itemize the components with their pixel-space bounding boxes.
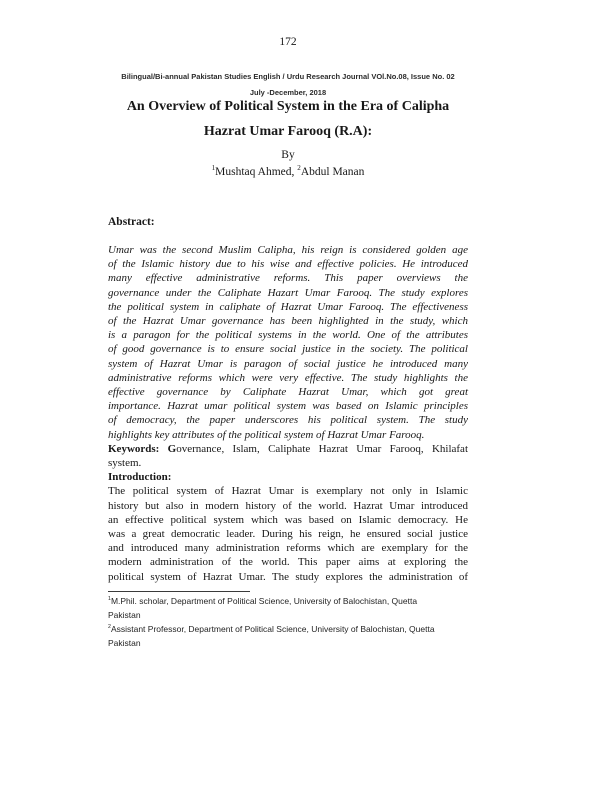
journal-date-line: July -December, 2018 bbox=[249, 88, 327, 97]
abstract-line: highlights key attributes of the political system of Hazrat Umar Farooq. bbox=[108, 428, 425, 441]
abstract-line: many effective administrative reforms. This paper overviews the bbox=[108, 272, 468, 285]
introduction-line: an effective political system which was based on Islamic democracy. He bbox=[108, 513, 468, 526]
byline-by: By bbox=[281, 149, 295, 161]
author2-superscript: 2 bbox=[297, 164, 301, 173]
authors-line bbox=[108, 166, 468, 178]
footnote2-marker: 2 bbox=[108, 623, 111, 630]
author1-superscript: 1 bbox=[211, 164, 216, 173]
keywords-label: Keywords: G bbox=[108, 442, 177, 455]
abstract-line: of the Islamic history due to his wise and effective policies. He introduced bbox=[108, 258, 468, 271]
article-title-line2: Hazrat Umar Farooq (R.A): bbox=[203, 124, 373, 139]
abstract-line: Umar was the second Muslim Calipha, his reign is considered golden age bbox=[108, 244, 468, 256]
abstract-line: of democracy, the paper underscores his political system. The study bbox=[108, 414, 468, 427]
footnote-line: Pakistan bbox=[108, 609, 141, 620]
footnote1-text: M.Phil. scholar, Department of Political Science, University of Balochistan, Quetta bbox=[110, 596, 418, 606]
keywords-values: overnance, Islam, Caliphate Hazrat Umar Farooq, Khilafat bbox=[176, 442, 468, 455]
introduction-line: The political system of Hazrat Umar is exemplary not only in Islamic bbox=[108, 485, 468, 498]
footnote2-text: Assistant Professor, Department of Political Science, University of Balochistan, Quetta bbox=[110, 623, 435, 634]
footnote-line bbox=[108, 623, 478, 637]
footnotes bbox=[108, 595, 478, 651]
abstract-line: effective governance by Caliphate Hazrat Umar, which got great bbox=[108, 386, 468, 399]
article-title-line1: An Overview of Political System in the Era of Calipha bbox=[126, 99, 450, 114]
abstract-line: administrative reforms which were very effective. The study highlights the bbox=[108, 371, 468, 384]
journal-header-line: Bilingual/Bi-annual Pakistan Studies English / Urdu Research Journal VOl.No.08, Issue No. 02 bbox=[121, 72, 455, 81]
abstract-line: governance under the Caliphate Hazart Umar Farooq. The study explores bbox=[108, 286, 468, 299]
abstract-line: of the Hazrat Umar governance has been highlighted in the study, which bbox=[108, 315, 468, 328]
introduction-line: modern administration of the world. This paper aims at exploring the bbox=[108, 556, 468, 569]
introduction-line: and introduced many administration reforms which are exemplary for the bbox=[108, 542, 468, 555]
introduction-line: political system of Hazrat Umar. The study explores the administration of bbox=[108, 570, 468, 583]
introduction-heading: Introduction: bbox=[108, 471, 172, 484]
abstract-line: importance. Hazrat umar political system was based on Islamic principles bbox=[108, 400, 468, 413]
author1-name: Mushtaq Ahmed, bbox=[215, 166, 295, 178]
abstract-line: the political system in caliphate of Hazrat Umar Farooq. The effectiveness bbox=[108, 300, 468, 313]
article-body bbox=[108, 243, 468, 584]
introduction-line: was a great democratic leader. During his reign, he ensured social justice bbox=[108, 528, 468, 541]
author2-name: Abdul Manan bbox=[300, 166, 365, 178]
abstract-line: system of Hazrat Umar is paragon of social justice he introduced many bbox=[108, 357, 468, 370]
keywords-line bbox=[108, 442, 468, 456]
footnote-line: Pakistan bbox=[108, 637, 141, 648]
footnote1-marker: 1 bbox=[108, 596, 111, 603]
footnote-line bbox=[108, 595, 478, 609]
keywords-line-continued: system. bbox=[108, 457, 142, 470]
abstract-line: is a paragon for the political systems in the world. One of the attributes bbox=[108, 329, 468, 342]
page-number: 172 bbox=[279, 36, 297, 48]
abstract-heading: Abstract: bbox=[108, 216, 155, 228]
footnote-separator-rule bbox=[108, 591, 250, 592]
introduction-line: history but also in modern history of the world. Hazrat Umar introduced bbox=[108, 499, 468, 512]
abstract-line: of good governance is to ensure social justice in the society. The political bbox=[108, 343, 468, 356]
